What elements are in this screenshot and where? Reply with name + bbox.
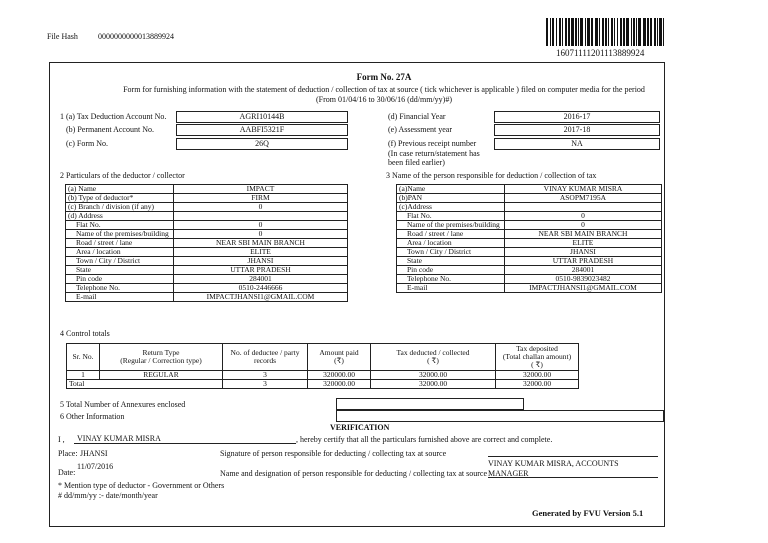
total-deposited: 32000.00 — [496, 380, 579, 389]
table-row — [397, 275, 662, 284]
name-underline — [74, 443, 296, 444]
resp-tel-value: 0510-9839023482 — [504, 275, 661, 284]
premises-value: 0 — [173, 230, 347, 239]
table-row — [397, 221, 662, 230]
resp-email-value: IMPACTJHANSI1@GMAIL.COM — [504, 284, 661, 293]
place-value: JHANSI — [80, 449, 108, 458]
resp-flat-value: 0 — [504, 212, 661, 221]
table-total-row — [67, 380, 579, 389]
road-label: Road / street / lane — [66, 239, 174, 248]
resp-address-label: (c)Address — [397, 203, 505, 212]
resp-town-value: JHANSI — [504, 248, 661, 257]
col-amount: Amount paid (₹) — [308, 344, 371, 371]
prev-receipt-note2: been filed earlier) — [388, 158, 445, 167]
branch-label: (c) Branch / division (if any) — [66, 203, 174, 212]
name-value: IMPACT — [173, 185, 347, 194]
resp-premises-label: Name of the premises/building — [397, 221, 505, 230]
table-row — [66, 239, 348, 248]
flat-value: 0 — [173, 221, 347, 230]
type-label: (b) Type of deductor* — [66, 194, 174, 203]
total-count: 3 — [223, 380, 308, 389]
table-row — [66, 194, 348, 203]
ay-value: 2017-18 — [494, 124, 660, 136]
pan-value: AABFI5321F — [176, 124, 348, 136]
responsible-table — [396, 184, 662, 293]
town-label: Town / City / District — [66, 257, 174, 266]
table-row — [66, 293, 348, 302]
deductor-table — [65, 184, 348, 302]
table-row — [66, 275, 348, 284]
formno-label: (c) Form No. — [66, 139, 108, 148]
row-sr: 1 — [67, 371, 100, 380]
designation-value-line1: VINAY KUMAR MISRA, ACCOUNTS — [488, 459, 619, 468]
prev-receipt-label: (f) Previous receipt number — [388, 139, 477, 148]
resp-state-label: State — [397, 257, 505, 266]
table-row — [66, 257, 348, 266]
pin-label: Pin code — [66, 275, 174, 284]
signature-line — [488, 456, 658, 457]
resp-pan-label: (b)PAN — [397, 194, 505, 203]
resp-name-value: VINAY KUMAR MISRA — [504, 185, 661, 194]
flat-label: Flat No. — [66, 221, 174, 230]
designation-label: Name and designation of person responsible for deducting / collecting tax at source — [220, 469, 488, 478]
verification-prefix: I , — [58, 435, 65, 444]
resp-area-label: Area / location — [397, 239, 505, 248]
table-row — [397, 185, 662, 194]
area-label: Area / location — [66, 248, 174, 257]
total-amount: 320000.00 — [308, 380, 371, 389]
note-deductor-type: * Mention type of deductor - Government or Others — [58, 481, 225, 490]
tel-value: 0510-2446666 — [173, 284, 347, 293]
col-tax-deposited: Tax deposited (Total challan amount) ( ₹) — [496, 344, 579, 371]
generated-by: Generated by FVU Version 5.1 — [532, 508, 644, 518]
form-title: Form No. 27A — [356, 72, 412, 82]
place-label: Place: — [58, 449, 78, 458]
table-row — [397, 257, 662, 266]
branch-value: 0 — [173, 203, 347, 212]
name-label: (a) Name — [66, 185, 174, 194]
tan-label: 1 (a) Tax Deduction Account No. — [60, 112, 167, 121]
resp-pan-value: ASOPM7195A — [504, 194, 661, 203]
tel-label: Telephone No. — [66, 284, 174, 293]
verification-name: VINAY KUMAR MISRA — [77, 434, 161, 443]
email-value: IMPACTJHANSI1@GMAIL.COM — [173, 293, 347, 302]
col-return-type: Return Type (Regular / Correction type) — [100, 344, 223, 371]
responsible-heading: 3 Name of the person responsible for deduction / collection of tax — [386, 171, 597, 180]
table-row — [66, 212, 348, 221]
resp-pin-value: 284001 — [504, 266, 661, 275]
date-value: 11/07/2016 — [77, 462, 114, 471]
barcode-number: 16071111201113889924 — [556, 48, 645, 58]
verification-statement: , hereby certify that all the particulars furnished above are correct and complete. — [296, 435, 553, 444]
table-row — [66, 284, 348, 293]
annexures-value — [336, 398, 524, 410]
col-sr: Sr. No. — [67, 344, 100, 371]
town-value: JHANSI — [173, 257, 347, 266]
table-row — [397, 239, 662, 248]
signature-label: Signature of person responsible for deducting / collecting tax at source — [220, 449, 447, 458]
table-row — [397, 212, 662, 221]
premises-label: Name of the premises/building — [66, 230, 174, 239]
table-row — [66, 230, 348, 239]
resp-tel-label: Telephone No. — [397, 275, 505, 284]
ay-label: (e) Assessment year — [388, 125, 452, 134]
file-hash-value: 0000000000013889924 — [98, 32, 174, 41]
resp-road-value: NEAR SBI MAIN BRANCH — [504, 230, 661, 239]
designation-value-line2: MANAGER — [488, 469, 529, 478]
table-row — [66, 221, 348, 230]
table-row — [397, 203, 662, 212]
email-label: E-mail — [66, 293, 174, 302]
verification-heading: VERIFICATION — [330, 423, 390, 432]
date-label: Date: — [58, 468, 76, 477]
resp-name-label: (a)Name — [397, 185, 505, 194]
table-row — [397, 194, 662, 203]
table-header-row — [67, 344, 579, 371]
control-totals-heading: 4 Control totals — [60, 329, 110, 338]
row-type: REGULAR — [100, 371, 223, 380]
row-amount: 320000.00 — [308, 371, 371, 380]
row-deducted: 32000.00 — [371, 371, 496, 380]
fy-label: (d) Financial Year — [388, 112, 446, 121]
table-row — [397, 284, 662, 293]
deductor-heading: 2 Particulars of the deductor / collector — [60, 171, 185, 180]
area-value: ELITE — [173, 248, 347, 257]
pan-label: (b) Permanent Account No. — [66, 125, 154, 134]
resp-email-label: E-mail — [397, 284, 505, 293]
barcode-icon — [546, 18, 666, 46]
resp-town-label: Town / City / District — [397, 248, 505, 257]
other-info-value — [336, 410, 664, 422]
annexures-label: 5 Total Number of Annexures enclosed — [60, 400, 186, 409]
total-deducted: 32000.00 — [371, 380, 496, 389]
address-label: (d) Address — [66, 212, 174, 221]
state-label: State — [66, 266, 174, 275]
table-row — [66, 248, 348, 257]
table-row — [66, 203, 348, 212]
table-row — [66, 266, 348, 275]
col-deductee: No. of deductee / party records — [223, 344, 308, 371]
resp-premises-value: 0 — [504, 221, 661, 230]
col-tax-deducted: Tax deducted / collected ( ₹) — [371, 344, 496, 371]
resp-state-value: UTTAR PRADESH — [504, 257, 661, 266]
total-label: Total — [67, 380, 223, 389]
note-date-format: # dd/mm/yy :- date/month/year — [58, 491, 158, 500]
state-value: UTTAR PRADESH — [173, 266, 347, 275]
type-value: FIRM — [173, 194, 347, 203]
resp-pin-label: Pin code — [397, 266, 505, 275]
row-deposited: 32000.00 — [496, 371, 579, 380]
table-row — [397, 266, 662, 275]
control-totals-table — [66, 343, 579, 389]
designation-line — [488, 477, 658, 478]
row-count: 3 — [223, 371, 308, 380]
table-row — [397, 230, 662, 239]
resp-area-value: ELITE — [504, 239, 661, 248]
pin-value: 284001 — [173, 275, 347, 284]
form-period: (From 01/04/16 to 30/06/16 (dd/mm/yy)#) — [316, 95, 452, 104]
prev-receipt-note: (In case return/statement has — [388, 149, 480, 158]
fy-value: 2016-17 — [494, 111, 660, 123]
file-hash-label: File Hash — [47, 32, 78, 41]
prev-receipt-value: NA — [494, 138, 660, 150]
tan-value: AGRI10144B — [176, 111, 348, 123]
table-row — [66, 185, 348, 194]
resp-flat-label: Flat No. — [397, 212, 505, 221]
formno-value: 26Q — [176, 138, 348, 150]
resp-road-label: Road / street / lane — [397, 230, 505, 239]
form-subtitle: Form for furnishing information with the statement of deduction / collection of tax at source ( tick whichever is applicable ) filed on computer media for the period — [123, 85, 645, 94]
other-info-label: 6 Other Information — [60, 412, 125, 421]
table-row — [397, 248, 662, 257]
road-value: NEAR SBI MAIN BRANCH — [173, 239, 347, 248]
